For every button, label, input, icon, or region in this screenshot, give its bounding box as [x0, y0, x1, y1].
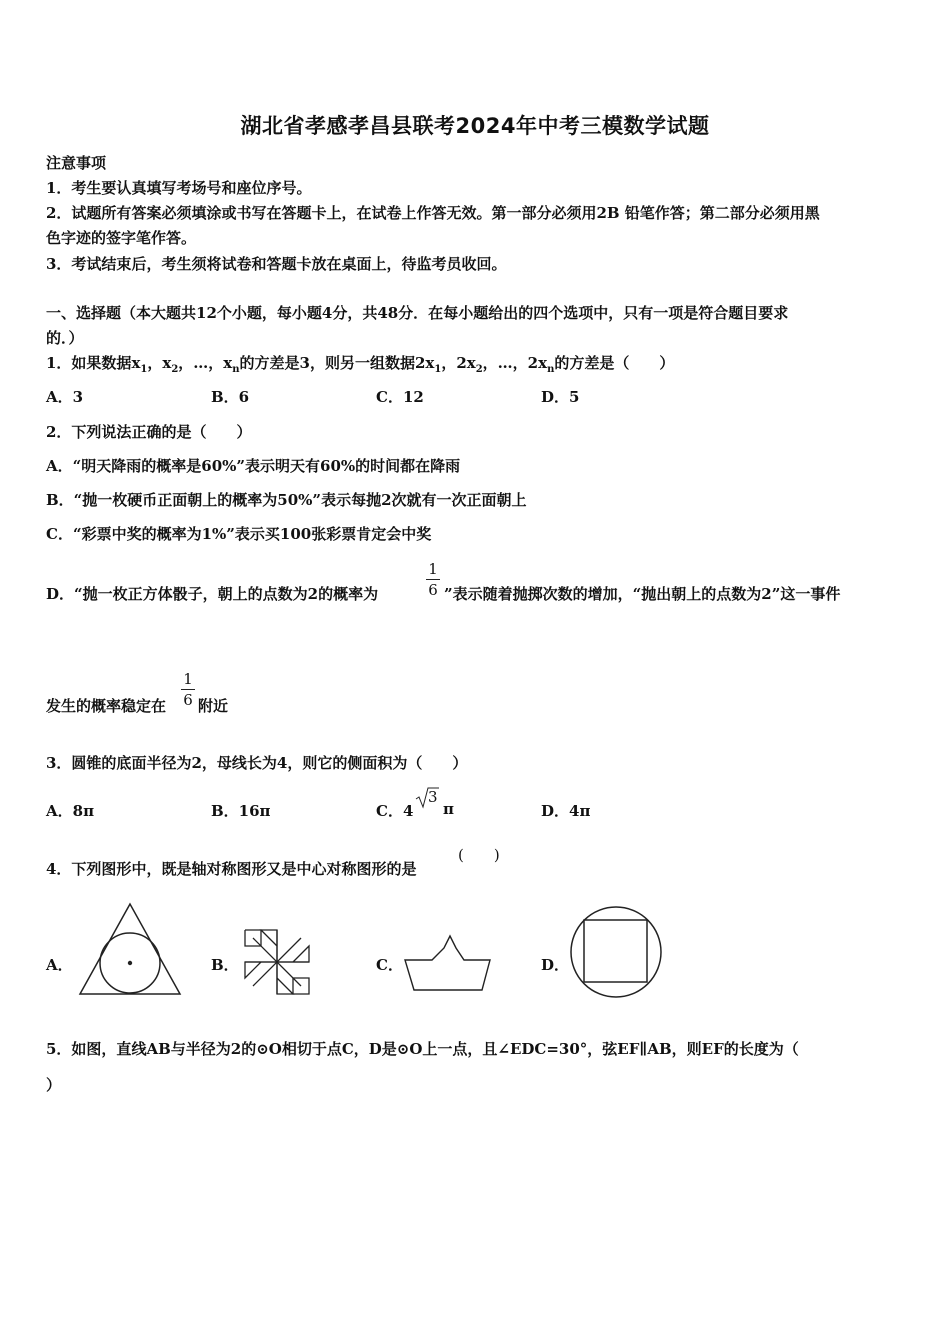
q3-option-c-radicand: 3	[428, 788, 438, 806]
notice-item-2-line-1: 2．试题所有答案必须填涂或书写在答题卡上，在试卷上作答无效。第一部分必须用2B 铅笔作答；第二部分必须用黑	[46, 204, 820, 222]
q1-sub: 1	[434, 364, 442, 375]
q3-option-b: B．16π	[211, 802, 271, 820]
q2-option-d-line-2: 发生的概率稳定在	[46, 697, 167, 715]
q1-option-d: D．5	[541, 388, 580, 406]
section-heading-line-1: 一、选择题（本大题共12个小题，每小题4分，共48分．在每小题给出的四个选项中，只有一项是符合题目要求	[46, 304, 789, 322]
question-5-line-2: ）	[46, 1076, 62, 1094]
q3-option-d: D．4π	[541, 802, 591, 820]
q4-option-d-label: D．	[541, 956, 570, 974]
q3-option-c-pi: π	[443, 800, 454, 818]
q2-option-d-part-1: D．“抛一枚正方体骰子，朝上的点数为2的概率为	[46, 585, 379, 603]
q1-part: ，…，x	[178, 354, 233, 372]
question-3-stem: 3．圆锥的底面半径为2，母线长为4，则它的侧面积为（ ）	[46, 754, 468, 772]
question-2-stem: 2．下列说法正确的是（ ）	[46, 423, 252, 441]
fraction-bar	[181, 689, 195, 690]
q1-sub: 2	[475, 364, 483, 375]
q1-sub: 1	[140, 364, 148, 375]
q1-part: 的方差是3，则另一组数据2x	[239, 354, 435, 372]
q1-option-b: B．6	[211, 388, 250, 406]
q1-option-a: A．3	[46, 388, 84, 406]
notice-item-2-line-2: 色字迹的签字笔作答。	[46, 229, 197, 247]
q2-option-d-part-2: ”表示随着抛掷次数的增加，“抛出朝上的点数为2”这一事件	[444, 585, 841, 603]
question-5-line-1: 5．如图，直线AB与半径为2的⊙O相切于点C，D是⊙O上一点，且∠EDC=30°，弦EF∥AB，则EF的长度为（	[46, 1040, 799, 1058]
fraction-numerator: 1	[183, 670, 193, 688]
notice-heading: 注意事项	[46, 154, 107, 172]
q1-part: ，…，2x	[482, 354, 548, 372]
q2-option-a: A．“明天降雨的概率是60%”表示明天有60%的时间都在降雨	[46, 457, 461, 475]
notice-item-1: 1．考生要认真填写考场号和座位序号。	[46, 179, 312, 197]
q4-option-c-label: C．	[376, 956, 403, 974]
fraction-denominator: 6	[183, 691, 193, 709]
pinwheel-figure	[243, 928, 311, 996]
q1-sub: n	[547, 364, 555, 375]
q1-part: 的方差是（ ）	[554, 354, 675, 372]
q2-option-d-line-2-end: 附近	[198, 697, 229, 715]
q1-sub: 2	[171, 364, 179, 375]
fraction-one-sixth	[181, 670, 195, 709]
notice-item-3: 3．考试结束后，考生须将试卷和答题卡放在桌面上，待监考员收回。	[46, 255, 507, 273]
circle-inscribed-square-figure	[568, 904, 664, 1000]
question-1-stem	[46, 352, 674, 375]
q2-option-b: B．“抛一枚硬币正面朝上的概率为50%”表示每抛2次就有一次正面朝上	[46, 491, 527, 509]
q1-option-c: C．12	[376, 388, 424, 406]
fraction-one-sixth	[426, 560, 440, 599]
q1-part: ，2x	[441, 354, 476, 372]
page-title: 湖北省孝感孝昌县联考2024年中考三模数学试题	[240, 114, 710, 138]
q1-part: ，x	[147, 354, 172, 372]
section-heading-line-2: 的．）	[46, 329, 84, 347]
q2-option-c: C．“彩票中奖的概率为1%”表示买100张彩票肯定会中奖	[46, 525, 432, 543]
q4-option-a-label: A．	[46, 956, 73, 974]
fraction-denominator: 6	[428, 581, 438, 599]
q3-option-c-prefix: C．4	[376, 802, 414, 820]
boat-figure	[402, 934, 494, 994]
question-4-stem: 4．下列图形中，既是轴对称图形又是中心对称图形的是	[46, 860, 417, 878]
q1-part: 1．如果数据x	[46, 354, 141, 372]
q4-answer-paren: ( )	[458, 846, 500, 864]
fraction-bar	[426, 579, 440, 580]
q4-option-b-label: B．	[211, 956, 239, 974]
fraction-numerator: 1	[428, 560, 438, 578]
triangle-inscribed-circle-figure	[76, 902, 184, 998]
q1-sub: n	[232, 364, 240, 375]
q3-option-a: A．8π	[46, 802, 95, 820]
